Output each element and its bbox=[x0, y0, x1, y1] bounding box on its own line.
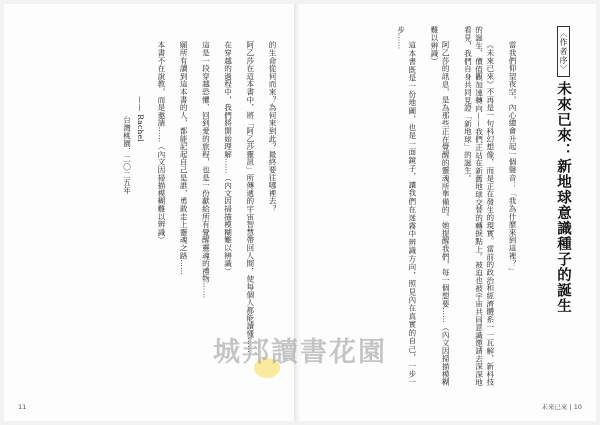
signature-name: —— Rachel bbox=[135, 96, 145, 142]
page-number-left: 11 bbox=[18, 403, 27, 411]
running-head: 未來已來 bbox=[541, 403, 568, 411]
left-paragraph: 本書不在說教，而是邀請……（內文因掃描模糊難以辨識） bbox=[156, 41, 166, 244]
right-paragraph: 《未來已來》不再是一句科幻想像，而是正在發生的現實。當前的政治和經濟體系一一瓦解，新科技的誕生、價值觀加速轉向——我們正站在新舊地球交替的轉捩點上。被迫也被宇宙共同意識邀請去深深地看見，我們自身共同見證「新地球」的誕生。 bbox=[463, 26, 495, 386]
page-number-right: 未來已來 | 10 bbox=[541, 403, 582, 411]
left-paragraph: 在穿越的過程中，我們將開始理解……（內文因掃描模糊難以辨識） bbox=[223, 41, 233, 276]
chapter-title-text: 未來已來：新地球意識種子的誕生 bbox=[555, 81, 571, 314]
left-paragraph: 這是一段穿越恐懼、回到愛的旅程，也是一份獻給所有覺醒靈魂的禮物…… bbox=[201, 41, 211, 299]
preface-tag: 〈作者序〉 bbox=[557, 26, 570, 77]
right-page-number: 10 bbox=[573, 403, 582, 411]
left-paragraph: 願所有讀到這本書的人，都能記起自己是誰，勇敢走上靈魂之路…… bbox=[179, 41, 189, 276]
left-paragraph: 的生命從何而來？為何來到此？最終要往哪裡去？ bbox=[268, 41, 277, 213]
signature-place-date: 台灣桃園．二〇二五年 bbox=[122, 116, 132, 194]
right-paragraph: 阿乙莎的訊息，是為那些正在覺醒的靈魂所準備的。她提醒我們，每一個想要……（內文因掃描模糊難以辨識） bbox=[429, 26, 451, 386]
left-paragraph: 阿乙莎在這本書中，將「阿乙莎靈訊」所傳遞的宇宙智慧帶回人間，使每個人都能讀懂…… bbox=[245, 41, 255, 354]
chapter-title bbox=[553, 26, 574, 314]
right-paragraph: 這本書既是一份地圖，也是一面鏡子，讓我們在迷霧中辨識方向，照見內在真實的自己，一步一步…… bbox=[396, 26, 417, 386]
right-paragraph: 當我們仰望夜空，內心總會升起一個聲音：「我為什麼來到這裡？」 bbox=[508, 41, 517, 276]
watermark-text: 城邦讀書花園 bbox=[213, 337, 387, 368]
